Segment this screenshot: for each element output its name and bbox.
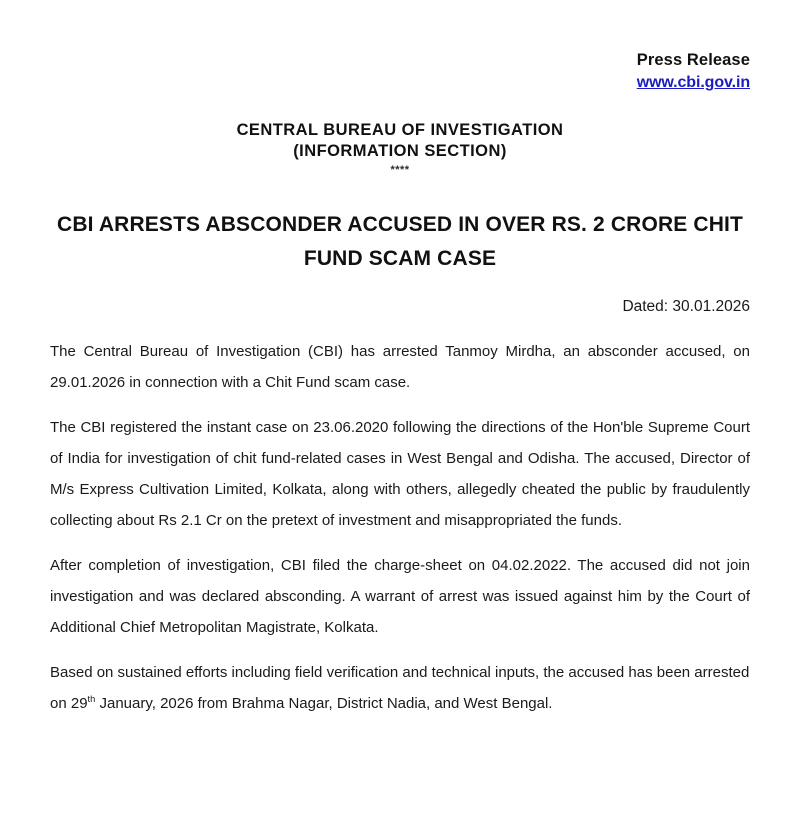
- separator-asterisks: ****: [390, 164, 410, 177]
- organization-name: CENTRAL BUREAU OF INVESTIGATION: [236, 120, 564, 139]
- paragraph-4-segment-2: January, 2026 from Brahma Nagar, District Nadia, and West Bengal.: [95, 695, 553, 713]
- dateline: Dated: 30.01.2026: [622, 297, 750, 315]
- page-title: CBI ARRESTS ABSCONDER ACCUSED IN OVER RS. 2 CRORE CHIT FUND SCAM CASE: [57, 212, 743, 270]
- paragraph-1: The Central Bureau of Investigation (CBI) has arrested Tanmoy Mirdha, an absconder accused, on 29.01.2026 in connection with a Chit Fund scam case.: [50, 342, 750, 391]
- masthead: [50, 0, 750, 94]
- paragraph-2: The CBI registered the instant case on 23.06.2020 following the directions of the Hon'ble Supreme Court of India for investigation of chit fund-related cases in West Bengal and Odisha. The accused, Director of M/s Express Cultivation Limited, Kolkata, along with others, allegedly cheated the public by fraudulently collecting about Rs 2.1 Cr on the pretext of investment and misappropriated the funds.: [50, 418, 750, 530]
- organization-header: [50, 120, 750, 178]
- press-release-label: Press Release: [636, 51, 750, 69]
- cbi-website-link[interactable]: www.cbi.gov.in: [636, 74, 750, 92]
- ordinal-suffix: th: [87, 694, 96, 705]
- body-content: [50, 336, 750, 720]
- paragraph-3: After completion of investigation, CBI filed the charge-sheet on 04.02.2022. The accused did not join investigation and was declared absconding. A warrant of arrest was issued against him by the Court of Additional Chief Metropolitan Magistrate, Kolkata.: [50, 557, 750, 637]
- paragraph-4-segment-1: Based on sustained efforts including field verification and technical inputs, the accused has been arrested on 29: [50, 664, 750, 713]
- paragraph-4: [50, 657, 750, 719]
- organization-section: (INFORMATION SECTION): [293, 142, 507, 161]
